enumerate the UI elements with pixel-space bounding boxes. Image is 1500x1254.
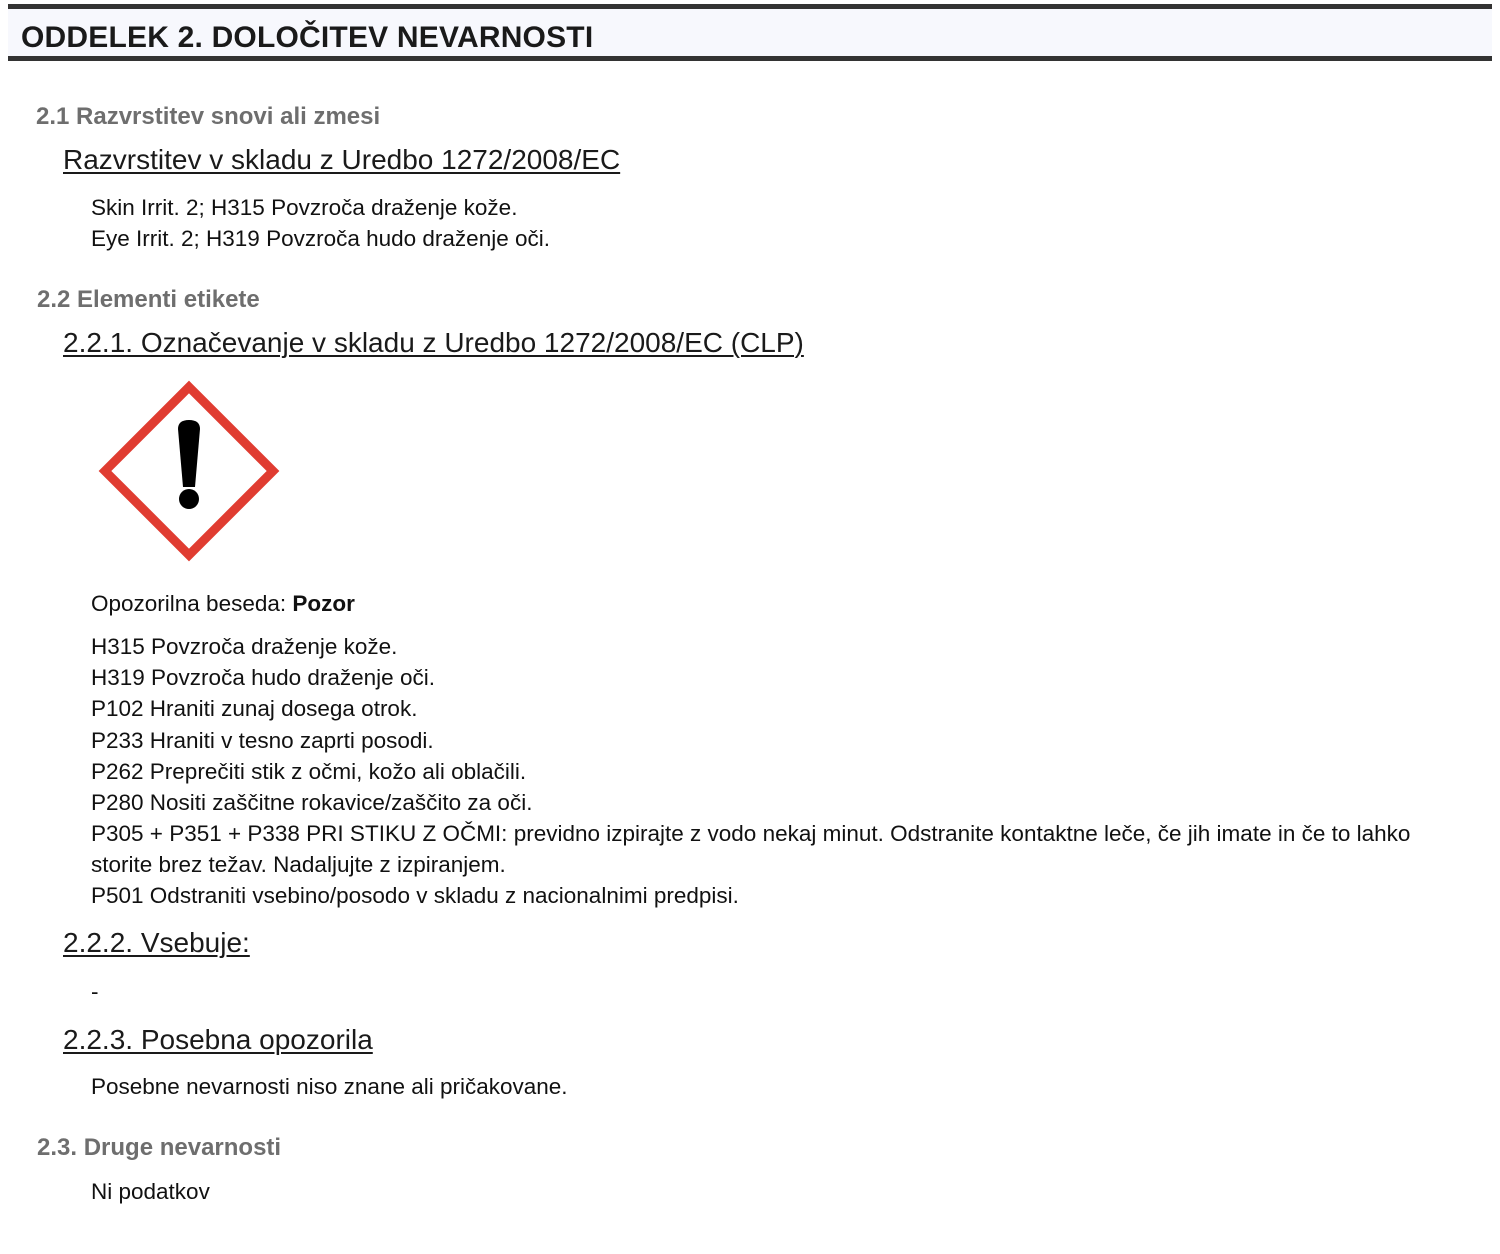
subheading-2-2-3: 2.2.3. Posebna opozorila	[63, 1024, 373, 1055]
classification-line-eye: Eye Irrit. 2; H319 Povzroča hudo draženje oči.	[91, 226, 550, 251]
subheading-2-2-1: 2.2.1. Označevanje v skladu z Uredbo 1272/2008/EC (CLP)	[63, 327, 804, 358]
heading-2-2: 2.2 Elementi etikete	[37, 286, 260, 313]
statement-p305-p351-p338: P305 + P351 + P338 PRI STIKU Z OČMI: previdno izpirajte z vodo nekaj minut. Odstranite kontaktne leče, če jih imate in če to lahko storite brez težav. Nadaljujte z izpiranjem.	[91, 821, 1411, 877]
statement-p501: P501 Odstraniti vsebino/posodo v skladu z nacionalnimi predpisi.	[91, 883, 739, 908]
heading-2-3: 2.3. Druge nevarnosti	[37, 1134, 282, 1161]
signal-word-label: Opozorilna beseda:	[91, 591, 293, 616]
exclamation-mark-ghs-icon	[98, 380, 280, 562]
other-hazards-text: Ni podatkov	[91, 1179, 210, 1204]
section-title: ODDELEK 2. DOLOČITEV NEVARNOSTI	[21, 21, 594, 54]
special-warnings-text: Posebne nevarnosti niso znane ali pričakovane.	[91, 1074, 568, 1099]
subheading-classification: Razvrstitev v skladu z Uredbo 1272/2008/EC	[63, 144, 621, 175]
signal-word-line	[91, 591, 355, 617]
contains-value: -	[91, 979, 99, 1004]
statement-h315: H315 Povzroča draženje kože.	[91, 634, 398, 659]
section-header	[8, 4, 1492, 61]
statement-p280: P280 Nositi zaščitne rokavice/zaščito za oči.	[91, 790, 533, 815]
statement-p262: P262 Preprečiti stik z očmi, kožo ali oblačili.	[91, 759, 527, 784]
signal-word: Pozor	[292, 591, 355, 616]
subheading-2-2-2: 2.2.2. Vsebuje:	[63, 927, 250, 958]
classification-line-skin: Skin Irrit. 2; H315 Povzroča draženje kože.	[91, 195, 518, 220]
statement-h319: H319 Povzroča hudo draženje oči.	[91, 665, 435, 690]
statement-p233: P233 Hraniti v tesno zaprti posodi.	[91, 728, 434, 753]
statement-p102: P102 Hraniti zunaj dosega otrok.	[91, 696, 418, 721]
heading-2-1: 2.1 Razvrstitev snovi ali zmesi	[36, 103, 381, 130]
